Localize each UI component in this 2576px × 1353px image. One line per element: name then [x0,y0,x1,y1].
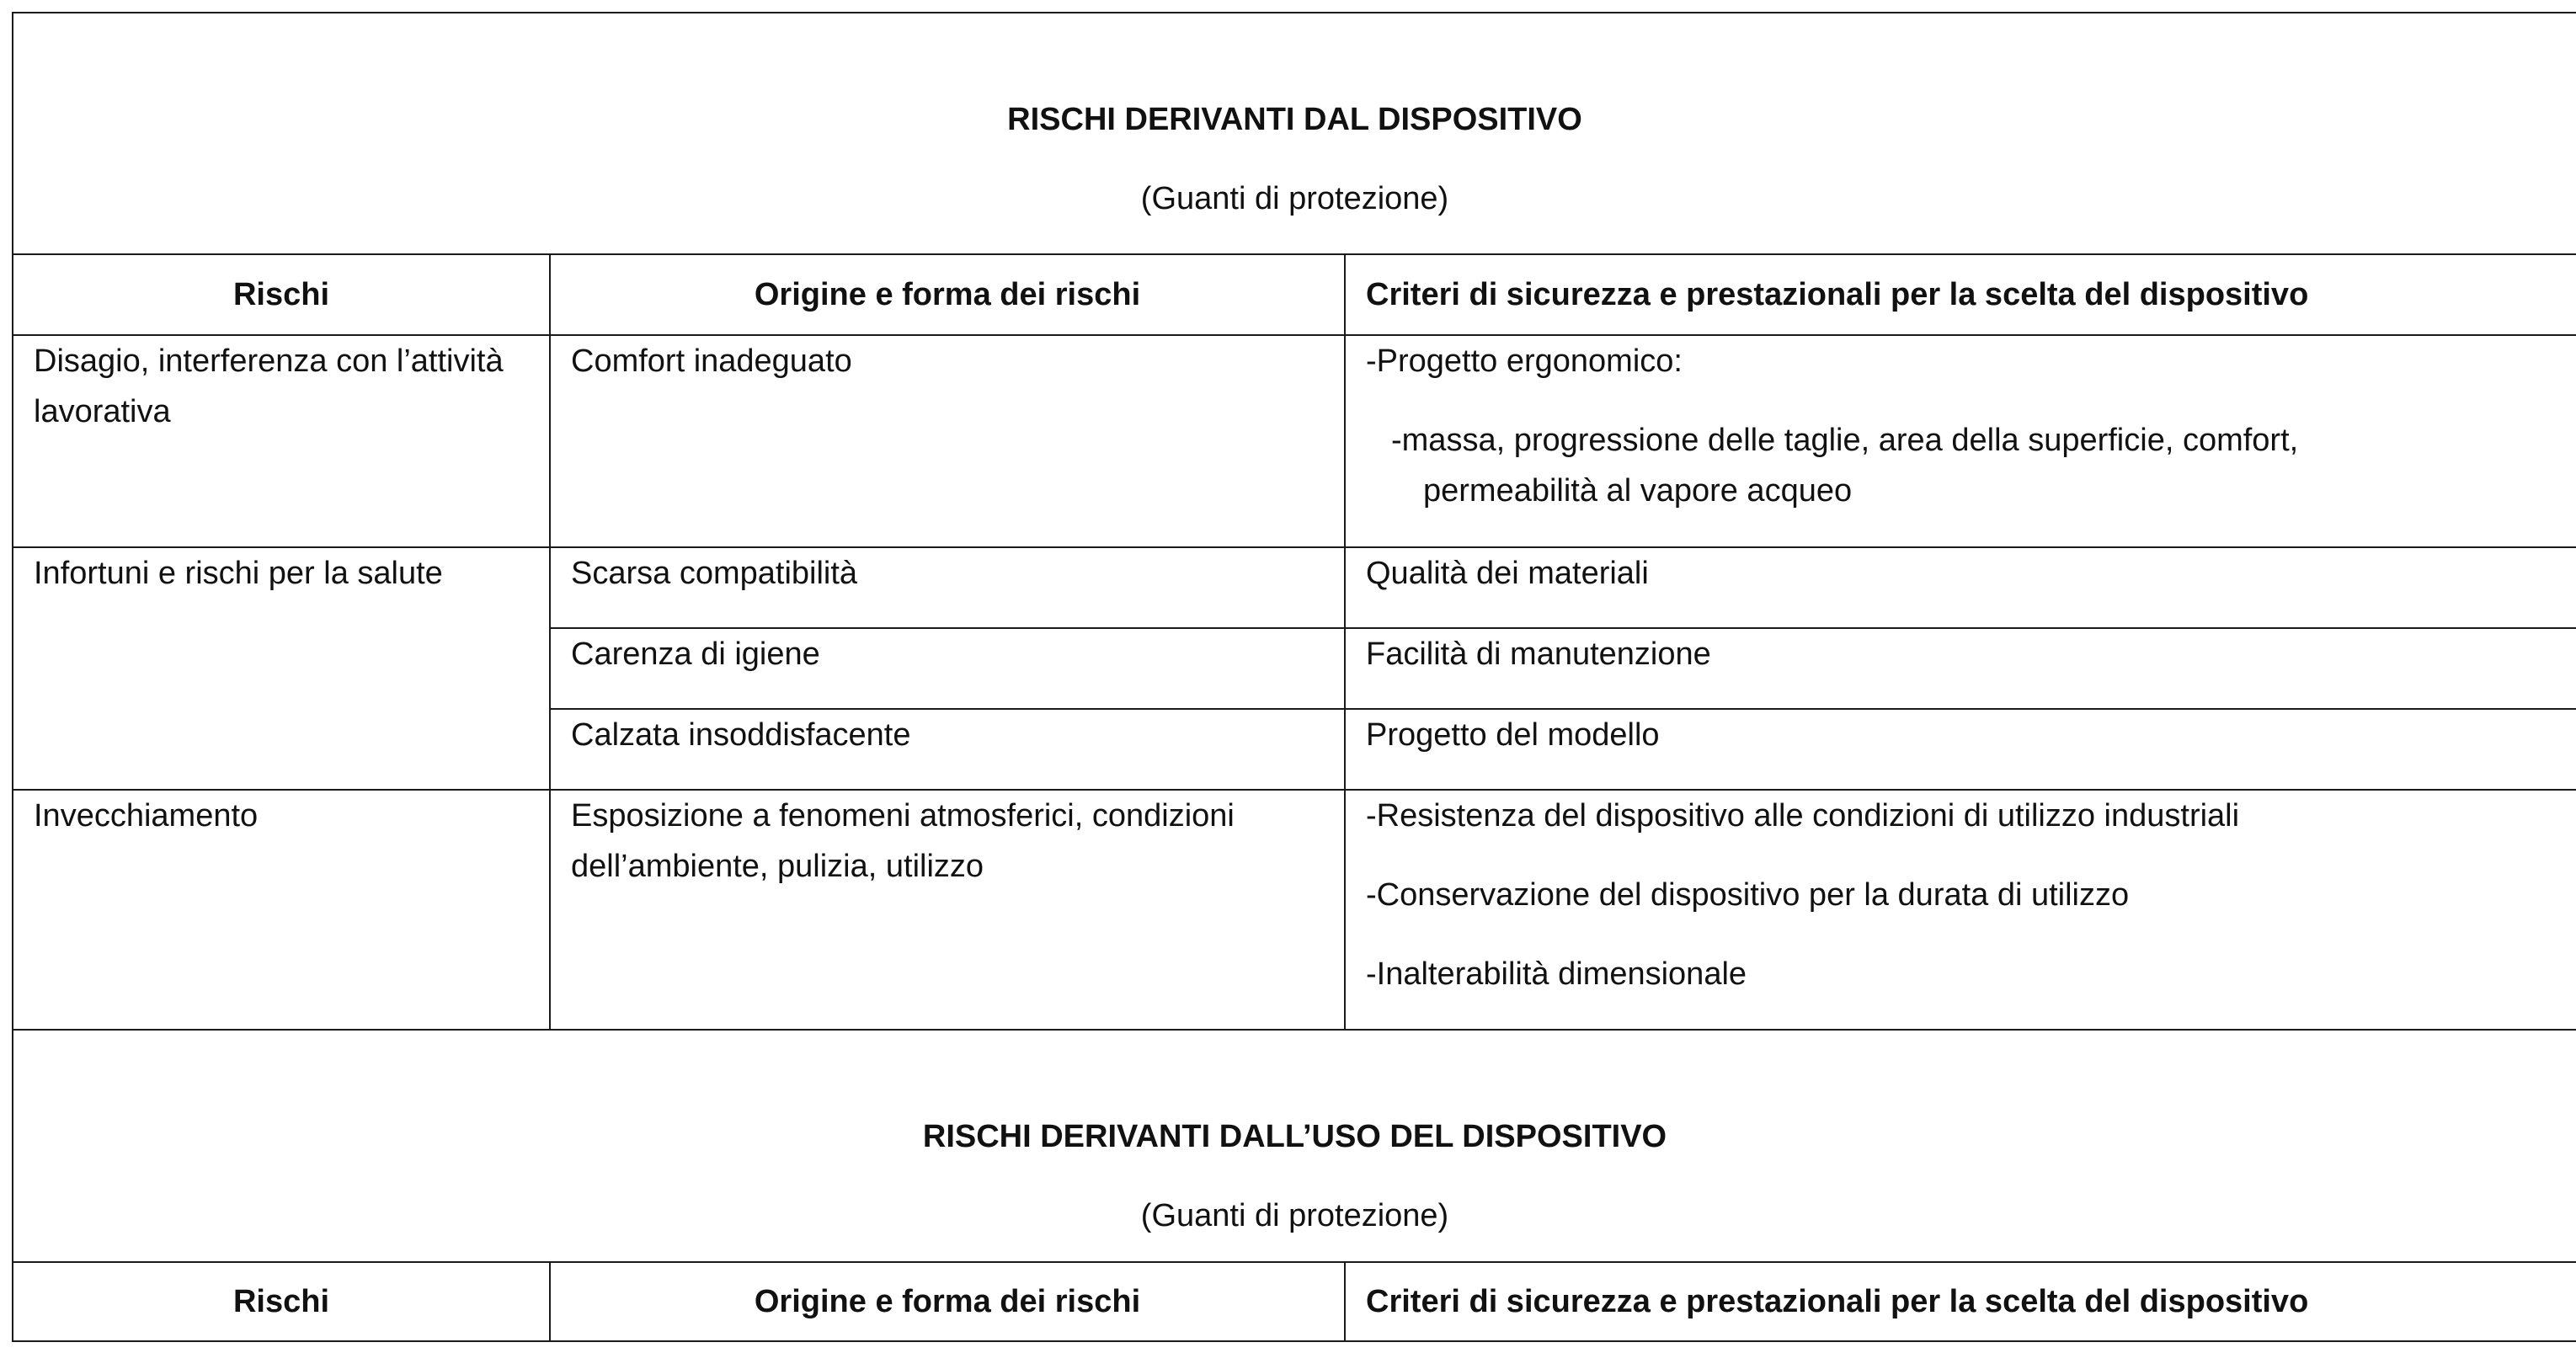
origin-text: Comfort inadeguato [571,344,852,379]
origin-cell [550,547,1345,628]
section-title: RISCHI DERIVANTI DALL’USO DEL DISPOSITIVO [922,1119,1667,1154]
risk-text: Infortuni e rischi per la salute [34,556,443,591]
header-origine: Origine e forma dei rischi [550,1262,1345,1341]
origin-text: Carenza di igiene [571,637,820,672]
table-row [13,547,2576,628]
header-criteri: Criteri di sicurezza e prestazionali per la scelta del dispositivo [1345,1262,2576,1341]
criteria-text: Qualità dei materiali [1366,556,1649,591]
section-title-row [13,1030,2576,1262]
risk-cell [13,335,550,547]
criteria-line: -Resistenza del dispositivo alle condizioni di utilizzo industriali [1366,798,2240,834]
risk-text: Disagio, interferenza con l’attività lavorativa [34,344,504,429]
origin-cell [550,790,1345,1030]
section-title-row [13,13,2576,254]
criteria-line: -Conservazione del dispositivo per la durata di utilizzo [1366,877,2130,913]
header-criteri: Criteri di sicurezza e prestazionali per la scelta del dispositivo [1345,254,2576,335]
criteria-cell [1345,709,2576,790]
risk-cell [13,790,550,1030]
criteria-cell [1345,547,2576,628]
risk-table [12,12,2576,1342]
risk-cell [13,547,550,790]
criteria-cell [1345,335,2576,547]
origin-cell [550,335,1345,547]
origin-text: Scarsa compatibilità [571,556,858,591]
origin-text: Calzata insoddisfacente [571,717,911,753]
criteria-text: Facilità di manutenzione [1366,637,1711,672]
criteria-line: -massa, progressione delle taglie, area della superficie, comfort, [1391,423,2299,458]
criteria-cell [1345,628,2576,709]
criteria-cell [1345,790,2576,1030]
origin-cell [550,709,1345,790]
section-subtitle: (Guanti di protezione) [1140,1198,1449,1233]
header-row [13,1262,2576,1341]
header-rischi: Rischi [13,1262,550,1341]
section-subtitle: (Guanti di protezione) [1140,181,1449,216]
table-row [13,335,2576,547]
criteria-line: permeabilità al vapore acqueo [1423,473,1853,509]
header-rischi: Rischi [13,254,550,335]
origin-cell [550,628,1345,709]
header-row [13,254,2576,335]
table-row [13,790,2576,1030]
section-title-cell [13,13,2576,254]
criteria-line: -Inalterabilità dimensionale [1366,956,1747,992]
section-title: RISCHI DERIVANTI DAL DISPOSITIVO [1007,102,1582,137]
header-origine: Origine e forma dei rischi [550,254,1345,335]
section-title-cell [13,1030,2576,1262]
origin-text: Esposizione a fenomeni atmosferici, condizioni dell’ambiente, pulizia, utilizzo [571,798,1235,884]
criteria-line: -Progetto ergonomico: [1366,344,1683,379]
criteria-text: Progetto del modello [1366,717,1660,753]
risk-text: Invecchiamento [34,798,259,834]
